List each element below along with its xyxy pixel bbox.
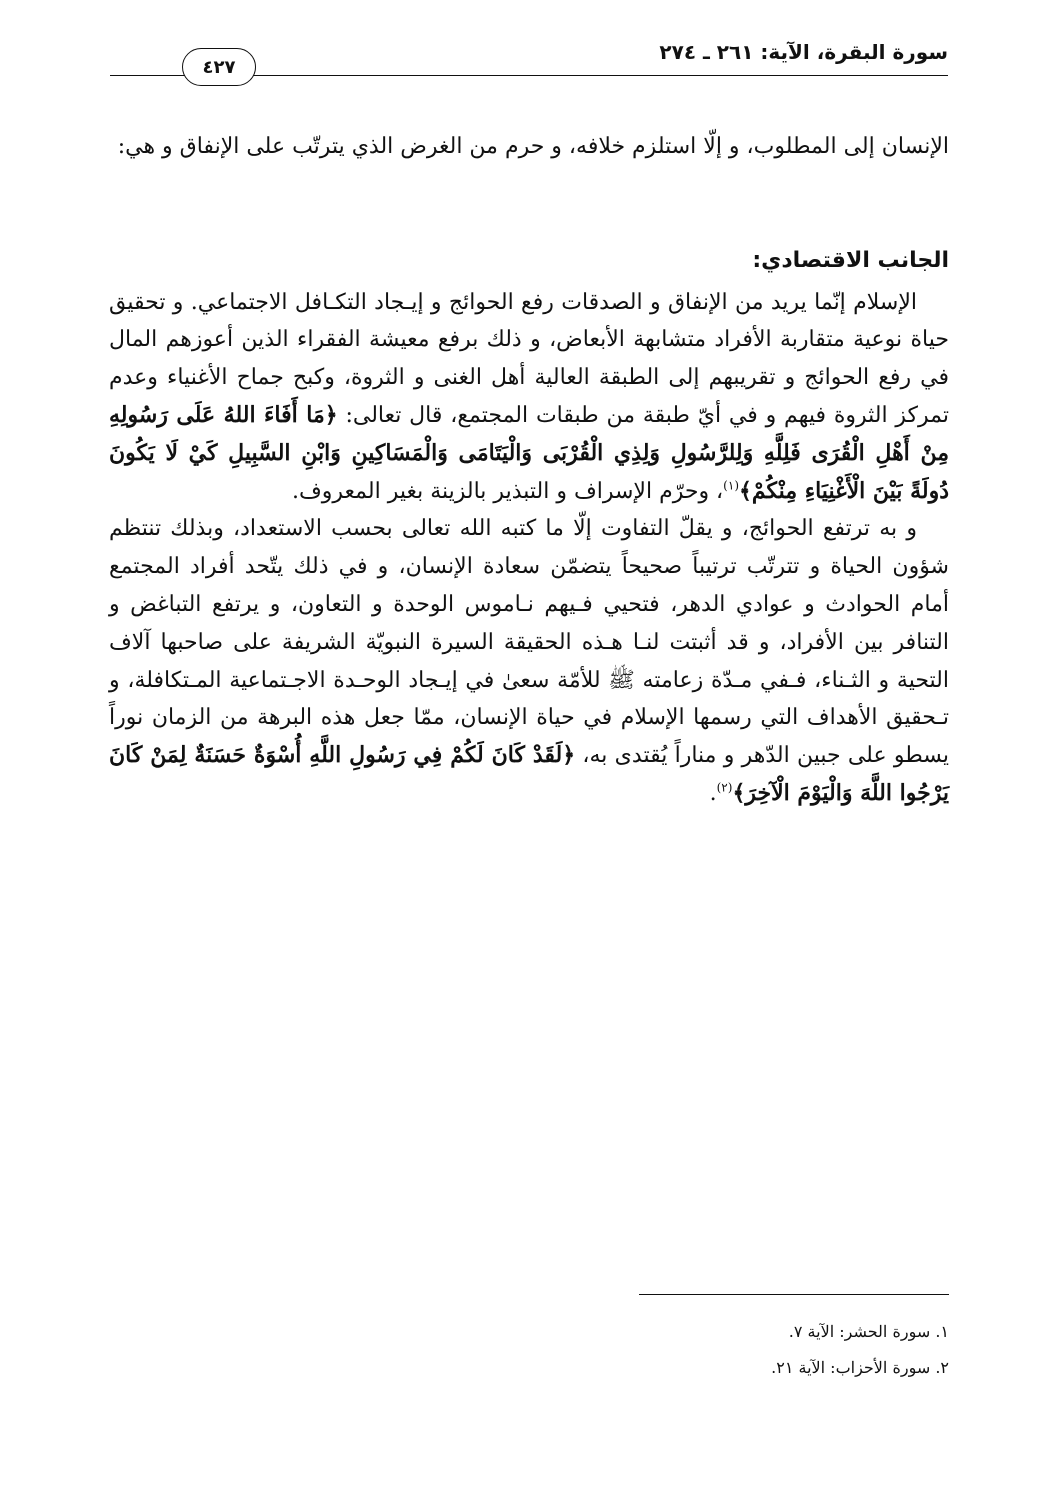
paragraph-text: و به ترتفع الحوائج، و يقلّ التفاوت إلّا ما كتبه الله تعالى بحسب الاستعداد، وبذلك تنتظم شؤون الحياة و تترتّب ترتيباً صحيحاً يتضمّن سعادة الإنسان، و في ذلك يتّحد أفراد المجتمع أمام الحوادث و عوادي الدهر، فتحيي فـيهم نـاموس الوحدة و التعاون، و يرتفع التباغض و التنافر بين الأفراد، و قد أثبتت لنـا هـذه الحقيقة السيرة النبويّة الشريفة على صاحبها آلاف التحية و الثـناء، فـفي مـدّة زعامته ﷺ للأمّة سعىٰ في إيـجاد الوحـدة الاجـتماعية المـتكافلة، و تـحقيق الأهداف التي رسمها الإسلام في حياة الإنسان، ممّا جعل هذه البرهة من الزمان نوراً يسطو على جبين الدّهر و مناراً يُقتدى به،	[109, 516, 949, 769]
quran-verse: ﴿مَا أَفَاءَ اللهُ عَلَى رَسُولِهِ مِنْ أَهْلِ الْقُرَى فَلِلَّهِ وَلِلرَّسُولِ وَلِذِي الْقُرْبَى وَالْيَتَامَى وَالْمَسَاكِينِ وَابْنِ السَّبِيلِ كَيْ لَا يَكُونَ دُولَةً بَيْنَ الْأَغْنِيَاءِ مِنْكُمْ﴾	[109, 401, 949, 504]
paragraph-text: الإسلام إنّما يريد من الإنفاق و الصدقات رفع الحوائج و إيـجاد التكـافل الاجتماعي. و تحقيق حياة نوعية متقاربة الأفراد متشابهة الأبعاض، و ذلك برفع معيشة الفقراء الذين أعوزهم المال في رفع الحوائج و تقريبهم إلى الطبقة العالية أهل الغنى و الثروة، وكبح جماح الأغنياء وعدم تمركز الثروة فيهم و في أيّ طبقة من طبقات المجتمع، قال تعالى:	[109, 289, 949, 428]
footnote-2: ٢. سورة الأحزاب: الآية ٢١.	[771, 1358, 949, 1377]
footnote-1: ١. سورة الحشر: الآية ٧.	[788, 1322, 949, 1341]
paragraph-text-after: ، وحرّم الإسراف و التبذير بالزينة بغير المعروف.	[292, 478, 724, 504]
paragraph-unity	[109, 510, 949, 812]
footnote-ref: (١)	[723, 478, 739, 493]
main-text	[109, 128, 949, 813]
footnote-rule	[639, 1294, 949, 1295]
footnote-ref: (٢)	[716, 780, 733, 795]
quran-verse: ﴿لَقَدْ كَانَ لَكُمْ فِي رَسُولِ اللَّهِ أُسْوَةٌ حَسَنَةٌ لِمَنْ كَانَ يَرْجُوا اللَّهَ وَالْيَوْمَ الْآخِرَ﴾	[109, 742, 949, 806]
running-title: سورة البقرة، الآية: ٢٦١ ـ ٢٧٤	[659, 40, 948, 64]
page-number: ٤٢٧	[182, 48, 256, 86]
spacer	[109, 166, 949, 242]
paragraph-economic	[109, 284, 949, 511]
paragraph-text-after: .	[709, 780, 717, 806]
intro-paragraph: الإنسان إلى المطلوب، و إلّا استلزم خلافه، و حرم من الغرض الذي يترتّب على الإنفاق و هي:	[117, 134, 949, 159]
page-header	[110, 30, 948, 80]
footnotes	[549, 1314, 949, 1386]
section-heading: الجانب الاقتصادي:	[752, 247, 949, 273]
